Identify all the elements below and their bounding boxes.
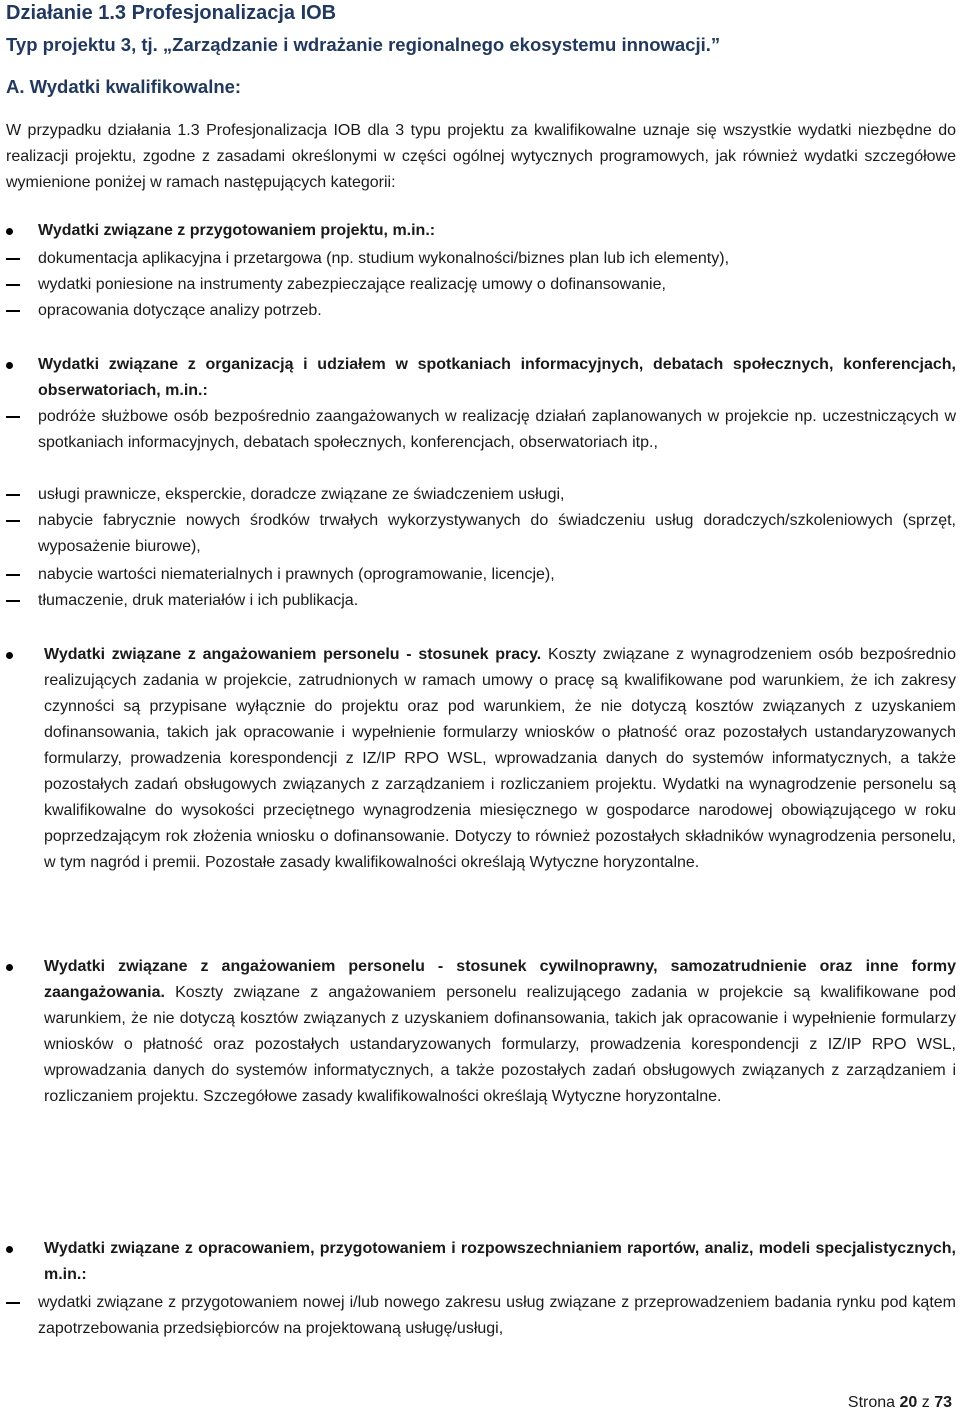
bullet-body: Koszty związane z angażowaniem personelu realizującego zadania w projekcie są kwalifikowane pod warunkiem, że nie dotyczą kosztów związanych z uzyskaniem dofinansowania, takich jak opracowanie i wypełnienie formularzy wniosków o płatność oraz pozostałych ustandaryzowanych formularzy, prowadzenia korespondencji z IZ/IP RPO WSL, wprowadzania danych do systemów informatycznych, a także pozostałych zadań obsługowych związanych z zarządzaniem i rozliczaniem projektu. Szczegółowe zasady kwalifikowalności określają Wytyczne horyzontalne.: [44, 984, 956, 1105]
list-item-text: usługi prawnicze, eksperckie, doradcze związane ze świadczeniem usługi,: [38, 486, 565, 503]
list-item-text: wydatki poniesione na instrumenty zabezpieczające realizację umowy o dofinansowanie,: [38, 276, 666, 293]
project-type-subtitle: Typ projektu 3, tj. „Zarządzanie i wdrażanie regionalnego ekosystemu innowacji.”: [6, 34, 721, 55]
bullet-heading: Wydatki związane z angażowaniem personelu - stosunek cywilnoprawny, samozatrudnienie oraz inne formy zaangażowania.: [44, 958, 956, 1001]
list-item-text: wydatki związane z przygotowaniem nowej i/lub nowego zakresu usług związane z przeprowadzeniem badania rynku pod kątem zapotrzebowania przedsiębiorców na projektowaną usługę/usługi,: [38, 1294, 956, 1337]
bullet-icon: [6, 362, 13, 369]
list-item-text: nabycie fabrycznie nowych środków trwałych wykorzystywanych do świadczeniu usług doradczych/szkoleniowych (sprzęt, wyposażenie biurowe),: [38, 512, 956, 555]
dash-icon: [6, 600, 20, 602]
dash-icon: [6, 416, 20, 418]
dash-icon: [6, 258, 20, 260]
section-heading: A. Wydatki kwalifikowalne:: [6, 76, 242, 97]
total-pages: 73: [934, 1394, 952, 1411]
bullet-heading: Wydatki związane z przygotowaniem projektu, m.in.:: [38, 222, 436, 239]
document-title: Działanie 1.3 Profesjonalizacja IOB: [6, 2, 337, 24]
bullet-heading: Wydatki związane z angażowaniem personelu - stosunek pracy.: [44, 646, 542, 663]
current-page: 20: [899, 1394, 918, 1411]
dash-icon: [6, 310, 20, 312]
bullet-body: Koszty związane z wynagrodzeniem osób bezpośrednio realizujących zadania w projekcie, zatrudnionych w ramach umowy o pracę są kwalifikowane pod warunkiem, że ich zakresy czynności są przypisane wyłącznie do projektu oraz pod warunkiem, że nie dotyczą kosztów związanych z uzyskaniem dofinansowania, takich jak opracowanie i wypełnienie formularzy wniosków o płatność oraz pozostałych ustandaryzowanych formularzy, prowadzenia korespondencji z IZ/IP RPO WSL, wprowadzania danych do systemów informatycznych, a także pozostałych zadań obsługowych związanych z zarządzaniem i rozliczaniem projektu. Wydatki na wynagrodzenie personelu są kwalifikowalne do wysokości przeciętnego wynagrodzenia miesięcznego w gospodarce narodowej obowiązującego w roku poprzedzającym rok złożenia wniosku o dofinansowanie. Dotyczy to również pozostałych składników wynagrodzenia personelu, w tym nagród i premii. Pozostałe zasady kwalifikowalności określają Wytyczne horyzontalne.: [44, 646, 957, 871]
list-item-text: opracowania dotyczące analizy potrzeb.: [38, 302, 322, 319]
list-item-text: podróże służbowe osób bezpośrednio zaangażowanych w realizację działań zaplanowanych w projekcie np. uczestniczących w spotkaniach informacyjnych, debatach społecznych, konferencjach, obserwatoriach itp.,: [38, 408, 956, 451]
bullet-icon: [6, 228, 13, 235]
bullet-icon: [6, 964, 13, 971]
list-item-text: nabycie wartości niematerialnych i prawnych (oprogramowanie, licencje),: [38, 566, 555, 583]
bullet-heading: Wydatki związane z opracowaniem, przygotowaniem i rozpowszechnianiem raportów, analiz, modeli specjalistycznych, m.in.:: [44, 1240, 956, 1283]
page-separator: z: [921, 1394, 930, 1411]
list-item-text: tłumaczenie, druk materiałów i ich publikacja.: [38, 592, 359, 609]
dash-icon: [6, 574, 20, 576]
bullet-icon: [6, 1246, 13, 1253]
dash-icon: [6, 520, 20, 522]
intro-paragraph: W przypadku działania 1.3 Profesjonalizacja IOB dla 3 typu projektu za kwalifikowalne uznaje się wszystkie wydatki niezbędne do realizacji projektu, zgodne z zasadami określonymi w części ogólnej wytycznych programowych, jak również wydatki szczegółowe wymienione poniżej w ramach następujących kategorii:: [6, 122, 956, 191]
page-prefix: Strona: [847, 1394, 896, 1411]
list-item-text: dokumentacja aplikacyjna i przetargowa (np. studium wykonalności/biznes plan lub ich elementy),: [38, 250, 730, 267]
dash-icon: [6, 1302, 20, 1304]
dash-icon: [6, 494, 20, 496]
page-number: [848, 1394, 952, 1412]
bullet-icon: [6, 652, 13, 659]
bullet-heading: Wydatki związane z organizacją i udziałem w spotkaniach informacyjnych, debatach społecznych, konferencjach, obserwatoriach, m.in.:: [38, 356, 956, 399]
dash-icon: [6, 284, 20, 286]
